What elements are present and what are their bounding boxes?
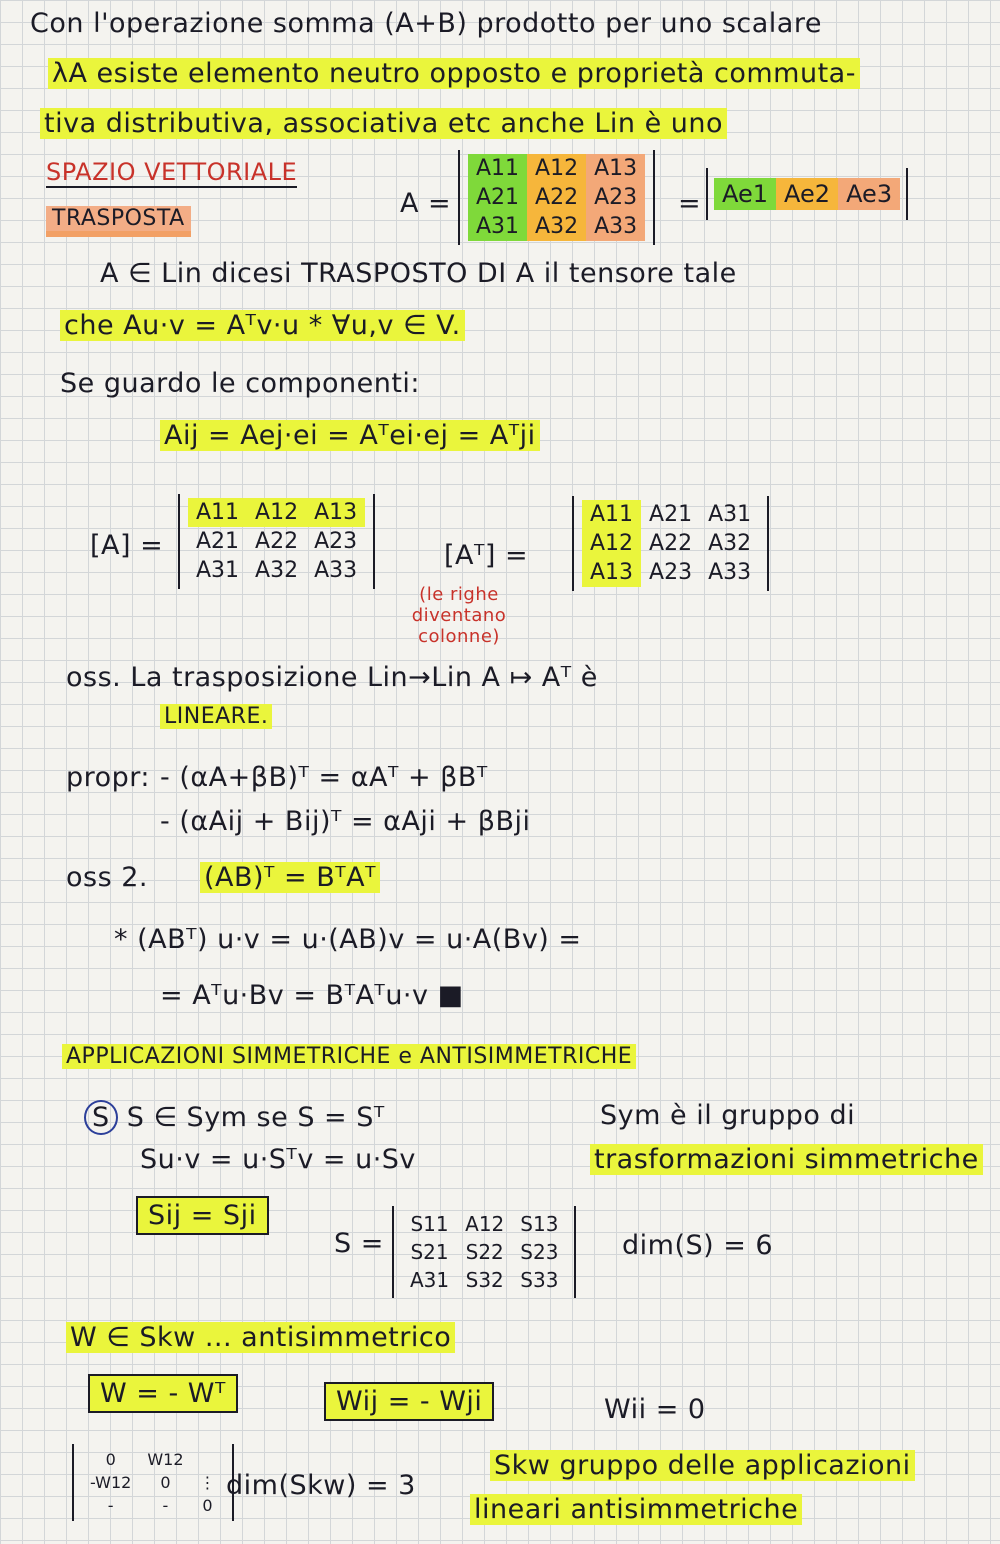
skw-eq-2: [324, 1386, 494, 1417]
w-13: [192, 1448, 224, 1471]
skw-def-text: W ∈ Skw ... antisimmetrico: [66, 1322, 455, 1353]
oss2-formula: [200, 862, 380, 893]
w-31: -: [107, 1496, 114, 1515]
skw-def: [66, 1322, 455, 1353]
w-12: W12: [147, 1450, 184, 1469]
a12: A12: [527, 154, 586, 183]
components-formula-text: Aij = Aej·ei = Aᵀei·ej = Aᵀji: [160, 420, 540, 451]
matrix-at: [572, 496, 769, 591]
ma-21: A21: [196, 529, 240, 554]
oss1-line-2: [160, 704, 272, 729]
s-31: A31: [410, 1268, 450, 1292]
oss1-line-1: oss. La trasposizione Lin→Lin A ↦ Aᵀ è: [66, 662, 598, 693]
mat-22: A22: [649, 531, 693, 556]
w-33: 0: [202, 1496, 213, 1515]
s-33: S33: [520, 1268, 559, 1292]
oss2-proof-1: * (ABᵀ) u·v = u·(AB)v = u·A(Bv) =: [114, 924, 582, 955]
propr-eq-1: - (αA+βB)ᵀ = αAᵀ + βBᵀ: [160, 762, 488, 793]
sym-title-text: APPLICAZIONI SIMMETRICHE e ANTISIMMETRICHE: [62, 1044, 636, 1069]
intro-line-2-text: λA esiste elemento neutro opposto e proprietà commuta-: [48, 58, 860, 89]
sym-group: Sym è il gruppo di: [600, 1100, 856, 1131]
definition-line-1: A ∈ Lin dicesi TRASPOSTO DI A il tensore tale: [100, 258, 737, 289]
ma-13: A13: [306, 498, 365, 527]
intro-line-2: [48, 58, 860, 89]
a32: A32: [527, 212, 586, 241]
matrix-a-label: [A] =: [90, 530, 164, 561]
matrix-a-eq: =: [678, 188, 702, 219]
matrix-at-label: [Aᵀ] =: [444, 540, 529, 571]
sym-title: [62, 1044, 636, 1069]
sym-dim: dim(S) = 6: [622, 1230, 774, 1261]
a23: A23: [586, 183, 645, 212]
mat-11: A11: [582, 500, 641, 529]
s-12: A12: [465, 1212, 505, 1236]
mat-31: A13: [582, 558, 641, 587]
ma-11: A11: [188, 498, 247, 527]
trasposta-title: TRASPOSTA: [46, 206, 191, 237]
propr-eq-2: - (αAij + Bij)ᵀ = αAji + βBji: [160, 806, 531, 837]
a11: A11: [468, 154, 527, 183]
sym-comp-text: Sij = Sji: [136, 1196, 269, 1235]
a13: A13: [586, 154, 645, 183]
w-32: -: [162, 1496, 169, 1515]
mat-23: A32: [708, 531, 752, 556]
oss2-formula-text: (AB)ᵀ = BᵀAᵀ: [200, 862, 380, 893]
propr-label: propr:: [66, 762, 151, 793]
sym-def: [84, 1100, 385, 1135]
matrix-note: (le righe diventano colonne): [411, 584, 507, 647]
skw-diag: Wii = 0: [604, 1394, 706, 1425]
sym-comp: [136, 1200, 269, 1231]
a31: A31: [468, 212, 527, 241]
a22: A22: [527, 183, 586, 212]
mat-13: A31: [708, 502, 752, 527]
s-11: S11: [410, 1212, 449, 1236]
oss2-proof-2: = Aᵀu·Bv = BᵀAᵀu·v ■: [160, 980, 464, 1011]
spazio-vettoriale-title: SPAZIO VETTORIALE: [46, 158, 298, 186]
matrix-a: [178, 494, 375, 589]
sym-eq: Su·v = u·Sᵀv = u·Sv: [140, 1144, 416, 1175]
s-23: S23: [520, 1240, 559, 1264]
sym-s-circle: S: [84, 1100, 118, 1135]
matrix-a-columns: [706, 168, 908, 220]
definition-line-2: [60, 310, 465, 341]
w-11: 0: [105, 1450, 116, 1469]
s-22: S22: [465, 1240, 504, 1264]
s-13: S13: [520, 1212, 559, 1236]
mat-33: A33: [708, 560, 752, 585]
sym-matrix: [392, 1206, 576, 1298]
definition-line-2-text: che Au·v = Aᵀv·u * ∀u,v ∈ V.: [60, 310, 465, 341]
skw-eq-1: [88, 1378, 238, 1409]
sym-group-2-text: trasformazioni simmetriche: [590, 1144, 983, 1175]
matrix-a-colored: [458, 150, 655, 245]
oss2-label: oss 2.: [66, 862, 148, 893]
a21: A21: [468, 183, 527, 212]
components-formula: [160, 420, 540, 451]
skw-group-1-text: Skw gruppo delle applicazioni: [490, 1450, 915, 1481]
s-32: S32: [465, 1268, 504, 1292]
w-21: -W12: [90, 1473, 132, 1492]
ma-12: A12: [247, 498, 306, 527]
skw-matrix: [72, 1444, 234, 1521]
ma-23: A23: [314, 529, 358, 554]
skw-dim: dim(Skw) = 3: [226, 1470, 416, 1501]
ma-32: A32: [255, 558, 299, 583]
intro-line-1: Con l'operazione somma (A+B) prodotto per uno scalare: [30, 8, 822, 39]
skw-group-2: [470, 1494, 802, 1525]
sym-matrix-label: S =: [334, 1228, 384, 1259]
col-ae3: Ae3: [838, 178, 900, 210]
mat-32: A23: [649, 560, 693, 585]
oss1-linear: LINEARE.: [160, 704, 272, 729]
sym-group-2: [590, 1144, 983, 1175]
ma-22: A22: [255, 529, 299, 554]
w-22: 0: [160, 1473, 171, 1492]
sym-def-text: S ∈ Sym se S = Sᵀ: [126, 1102, 385, 1133]
ma-33: A33: [314, 558, 358, 583]
mat-21: A12: [582, 529, 641, 558]
mat-12: A21: [649, 502, 693, 527]
w-23: ⋮: [199, 1473, 216, 1492]
a33: A33: [586, 212, 645, 241]
s-21: S21: [410, 1240, 449, 1264]
ma-31: A31: [196, 558, 240, 583]
intro-line-3: [40, 108, 727, 139]
matrix-a-lhs: A =: [400, 188, 452, 219]
skw-group-1: [490, 1450, 915, 1481]
components-intro: Se guardo le componenti:: [60, 368, 421, 399]
col-ae2: Ae2: [776, 178, 838, 210]
skw-group-2-text: lineari antisimmetriche: [470, 1494, 802, 1525]
intro-line-3-text: tiva distributiva, associativa etc anche Lin è uno: [40, 108, 727, 139]
col-ae1: Ae1: [714, 178, 776, 210]
skw-eq-1-text: W = - Wᵀ: [88, 1374, 238, 1413]
skw-eq-2-text: Wij = - Wji: [324, 1382, 494, 1421]
